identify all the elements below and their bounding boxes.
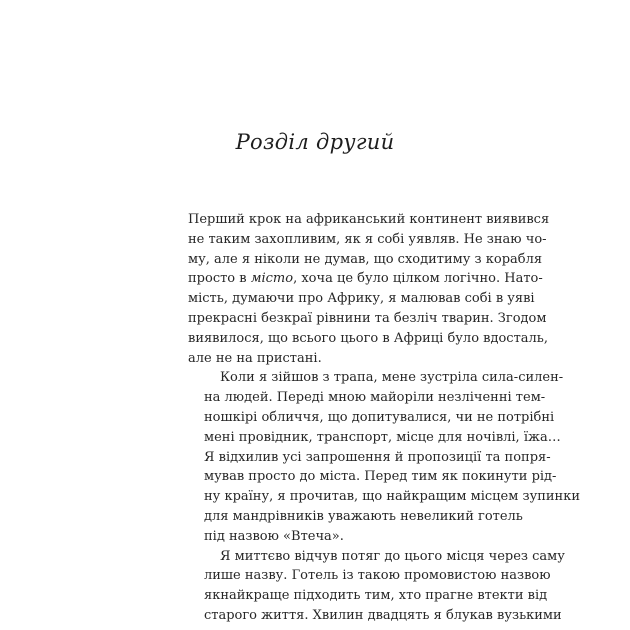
text-line <box>188 408 555 428</box>
text-line <box>188 309 547 329</box>
text-run: Я миттєво відчув потяг до цього місця через саму <box>220 548 565 564</box>
text-run: прекрасні безкраї рівнини та безліч тварин. Згодом <box>188 310 547 326</box>
chapter-title: Розділ другий <box>235 130 395 154</box>
text-run: старого життя. Хвилин двадцять я блукав вузькими <box>204 607 562 623</box>
text-line <box>188 388 546 408</box>
text-run: просто в <box>188 271 251 287</box>
text-line <box>188 586 548 606</box>
text-run: виявилося, що всього цього в Африці було вдосталь, <box>188 330 548 346</box>
text-run: лише назву. Готель із такою промовистою назвою <box>204 568 551 584</box>
text-line <box>188 250 543 270</box>
text-run: але не на пристані. <box>188 350 322 366</box>
text-line <box>188 368 564 388</box>
text-run: під назвою «Втеча». <box>204 528 344 544</box>
text-line <box>188 507 523 527</box>
text-line <box>188 349 460 369</box>
text-run: ношкірі обличчя, що допитувалися, чи не потрібні <box>204 409 555 425</box>
text-line <box>188 269 543 289</box>
text-line <box>188 428 561 448</box>
text-run: не таким захопливим, як я собі уявляв. Не знаю чо- <box>188 231 547 247</box>
text-line <box>188 230 547 250</box>
text-run: мість, думаючи про Африку, я малював собі в уяві <box>188 291 535 307</box>
text-run: ну країну, я прочитав, що найкращим місцем зупинки <box>204 489 580 505</box>
text-line <box>188 210 550 230</box>
text-line <box>188 547 565 567</box>
text-run: му, але я ніколи не думав, що сходитиму з корабля <box>188 251 543 267</box>
text-run: мував просто до міста. Перед тим як покинути рід- <box>204 469 557 485</box>
text-line <box>188 289 535 309</box>
text-run: Я відхилив усі запрошення й пропозиції та попря- <box>204 449 551 465</box>
text-line <box>188 329 548 349</box>
text-line <box>188 527 460 547</box>
text-line <box>188 487 580 507</box>
emphasized-text: місто <box>250 271 294 287</box>
text-run: для мандрівників уважають невеликий готель <box>204 508 523 524</box>
text-run: Коли я зійшов з трапа, мене зустріла сила-силен- <box>220 370 564 386</box>
paragraph <box>188 210 550 368</box>
text-line <box>188 467 557 487</box>
text-run: на людей. Переді мною майоріли незліченні тем- <box>204 390 546 406</box>
text-line <box>188 606 562 626</box>
chapter-body-text <box>188 210 580 626</box>
paragraph <box>188 368 580 546</box>
text-run: мені провідник, транспорт, місце для ночівлі, їжа… <box>204 429 561 445</box>
paragraph <box>188 547 565 626</box>
text-line <box>188 448 551 468</box>
text-line <box>188 566 551 586</box>
text-run: Перший крок на африканський континент виявився <box>188 212 550 227</box>
text-run: якнайкраще підходить тим, хто прагне втекти від <box>204 588 548 604</box>
text-run: , хоча це було цілком логічно. Нато- <box>293 271 543 287</box>
